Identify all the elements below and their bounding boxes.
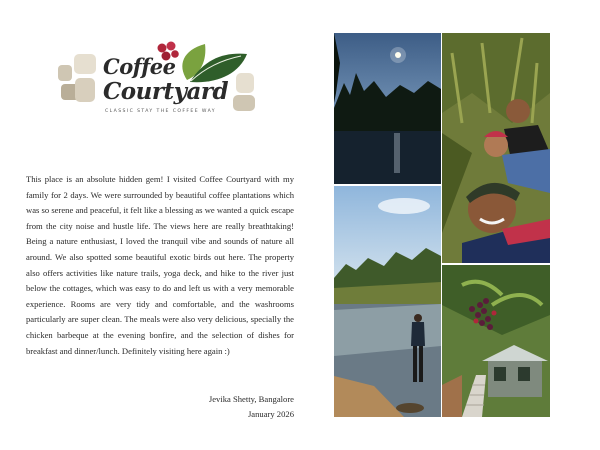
testimonial-date: January 2026 bbox=[247, 409, 294, 419]
testimonial-author: Jevika Shetty, Bangalore bbox=[208, 394, 294, 404]
photo-collage bbox=[334, 33, 550, 417]
photo-night-lake bbox=[334, 33, 441, 184]
brand-name-line2: Courtyard bbox=[103, 78, 229, 105]
stone-blocks-left bbox=[58, 54, 96, 102]
brand-tagline: CLASSIC STAY THE COFFEE WAY bbox=[105, 109, 216, 114]
photo-coffee-cottage bbox=[442, 265, 550, 417]
photo-river-walk bbox=[334, 186, 441, 417]
brand-logo bbox=[55, 40, 265, 120]
brand-name-line1: Coffee bbox=[103, 54, 176, 79]
testimonial-text: This place is an absolute hidden gem! I visited Coffee Courtyard with my family for 2 days. We were surrounded by beautiful coffee plantations which was so serene and peaceful, it felt like a blessing as we wanted a quick escape from the city noise and hustle life. The views here are really breathtaking! Being a nature enthusiast, I loved the tranquil vibe and sounds of nature all around. We also spotted some beautiful exotic birds out here. The property also offers activities like nature trails, yoga deck, and hike to the river just below the cottages, which was easy to do and left us with a very memorable experience. Rooms are very tidy and comfortable, and the washrooms particularly are super clean. The meals were also very delicious, specially the chicken barbeque at the evening bonfire, and the selection of dishes for breakfast and dinner/lunch. Definitely visiting here again :) bbox=[26, 174, 294, 356]
stone-blocks-right bbox=[233, 73, 255, 111]
photo-family-selfie bbox=[442, 33, 550, 263]
